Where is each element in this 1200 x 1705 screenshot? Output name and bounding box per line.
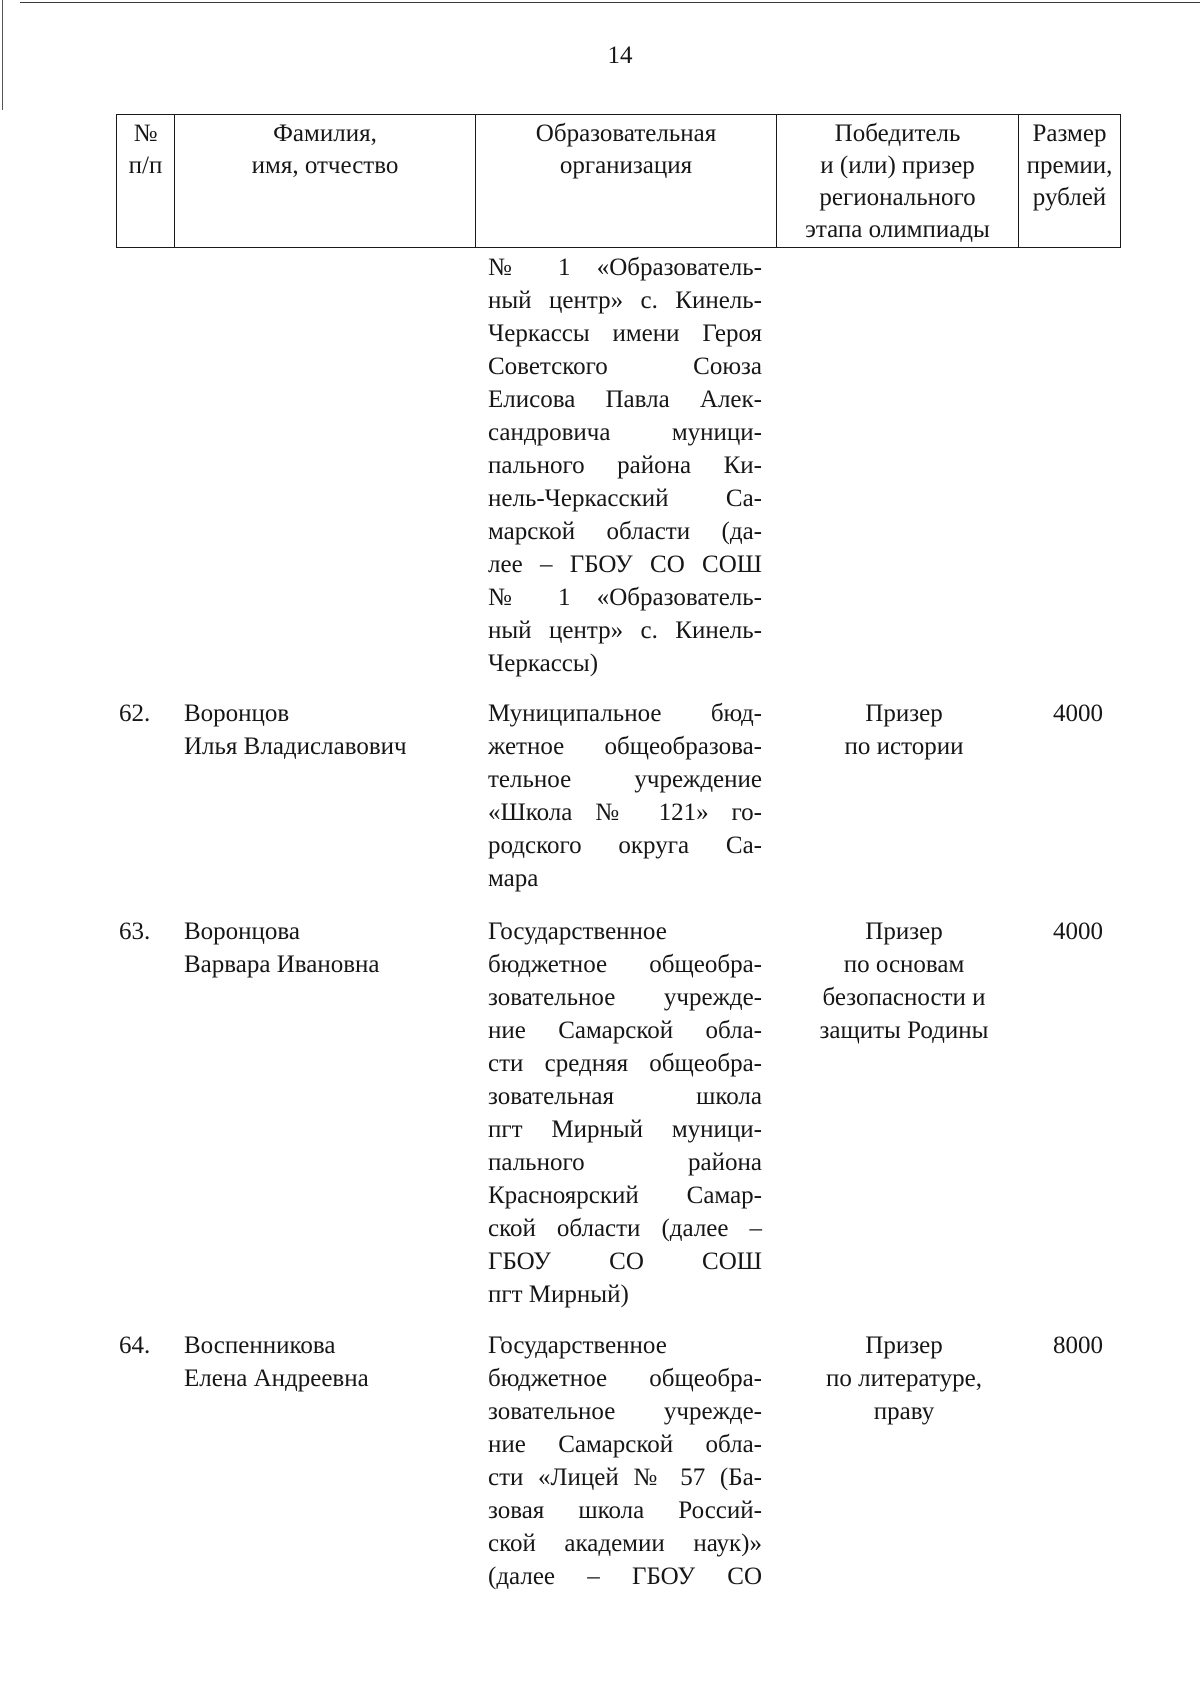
name-line: Воронцов xyxy=(184,700,290,727)
org-line: Черкассы имени Героя xyxy=(488,320,762,347)
header-number: № п/п xyxy=(117,115,175,248)
winner-line: по основам xyxy=(843,951,965,978)
org-line: Елисова Павла Алек- xyxy=(488,386,762,413)
winner-line: защиты Родины xyxy=(819,1017,989,1044)
org-line: № 1 «Образователь- xyxy=(488,584,762,611)
winner-line: Призер xyxy=(865,700,943,727)
org-line: мара xyxy=(488,865,539,892)
org-line: зовая школа Россий- xyxy=(488,1497,762,1524)
table-row-continuation xyxy=(116,251,1130,680)
org-line: «Школа № 121» го- xyxy=(488,799,762,826)
cell-organization xyxy=(479,1329,782,1593)
name-line: Елена Андреевна xyxy=(184,1365,369,1392)
cell-name xyxy=(176,1329,479,1395)
org-line: марской области (да- xyxy=(488,518,762,545)
org-line: жетное общеобразова- xyxy=(488,733,762,760)
org-line: ный центр» с. Кинель- xyxy=(488,287,762,314)
org-line: ской академии наук)» xyxy=(488,1530,762,1557)
cell-number: 62. xyxy=(119,700,151,727)
org-line: пгт Мирный) xyxy=(488,1281,629,1308)
org-line: пального района Ки- xyxy=(488,452,762,479)
org-line: тельное учреждение xyxy=(488,766,762,793)
winner-line: Призер xyxy=(865,1332,943,1359)
header-organization: Образовательная организация xyxy=(476,115,777,248)
cell-prize: 4000 xyxy=(1053,700,1103,727)
org-line: нель-Черкасский Са- xyxy=(488,485,762,512)
scan-edge-top xyxy=(20,2,1200,3)
org-line: Советского Союза xyxy=(488,353,762,380)
org-line: бюджетное общеобра- xyxy=(488,1365,762,1392)
cell-winner xyxy=(782,697,1026,763)
winner-line: по истории xyxy=(844,733,964,760)
org-line: Муниципальное бюд- xyxy=(488,700,762,727)
org-line: Государственное xyxy=(488,1332,667,1359)
table-row xyxy=(116,915,1130,1311)
header-prize: Размер премии, рублей xyxy=(1019,115,1121,248)
winner-line: праву xyxy=(873,1398,935,1425)
org-line: зовательная школа xyxy=(488,1083,762,1110)
table-header xyxy=(116,114,1121,248)
page-number: 14 xyxy=(607,42,633,69)
winner-line: безопасности и xyxy=(822,984,986,1011)
cell-winner xyxy=(782,1329,1026,1428)
name-line: Илья Владиславович xyxy=(184,733,407,760)
name-line: Воронцова xyxy=(184,918,301,945)
org-line: родского округа Са- xyxy=(488,832,762,859)
table-row xyxy=(116,1329,1130,1593)
org-line: зовательное учрежде- xyxy=(488,984,762,1011)
cell-organization xyxy=(479,697,782,895)
org-line: Черкассы) xyxy=(488,650,599,677)
org-line: Государственное xyxy=(488,918,667,945)
cell-name xyxy=(176,697,479,763)
cell-number: 64. xyxy=(119,1332,151,1359)
cell-winner xyxy=(782,915,1026,1047)
org-line: зовательное учрежде- xyxy=(488,1398,762,1425)
org-line: лее – ГБОУ СО СОШ xyxy=(488,551,762,578)
name-line: Варвара Ивановна xyxy=(184,951,380,978)
org-line: сти средняя общеобра- xyxy=(488,1050,762,1077)
header-full-name: Фамилия, имя, отчество xyxy=(175,115,476,248)
cell-name xyxy=(176,915,479,981)
winner-line: Призер xyxy=(865,918,943,945)
org-line: сандровича муници- xyxy=(488,419,762,446)
winner-line: по литературе, xyxy=(826,1365,982,1392)
header-winner: Победитель и (или) призер регионального этапа олимпиады xyxy=(777,115,1019,248)
cell-organization xyxy=(479,915,782,1311)
org-line: ние Самарской обла- xyxy=(488,1431,762,1458)
org-line: пального района xyxy=(488,1149,762,1176)
org-line: сти «Лицей № 57 (Ба- xyxy=(488,1464,762,1491)
org-line: ской области (далее – xyxy=(488,1215,762,1242)
org-line: № 1 «Образователь- xyxy=(488,254,762,281)
org-line: пгт Мирный муници- xyxy=(488,1116,762,1143)
org-line: бюджетное общеобра- xyxy=(488,951,762,978)
cell-prize: 8000 xyxy=(1053,1332,1103,1359)
org-line: ный центр» с. Кинель- xyxy=(488,617,762,644)
table-body xyxy=(116,251,1130,1590)
cell-organization xyxy=(479,251,782,680)
org-line: Красноярский Самар- xyxy=(488,1182,762,1209)
cell-number: 63. xyxy=(119,918,151,945)
org-line: (далее – ГБОУ СО xyxy=(488,1563,762,1590)
name-line: Воспенникова xyxy=(184,1332,336,1359)
org-line: ГБОУ СО СОШ xyxy=(488,1248,762,1275)
org-line: ние Самарской обла- xyxy=(488,1017,762,1044)
cell-prize: 4000 xyxy=(1053,918,1103,945)
table-row xyxy=(116,697,1130,895)
